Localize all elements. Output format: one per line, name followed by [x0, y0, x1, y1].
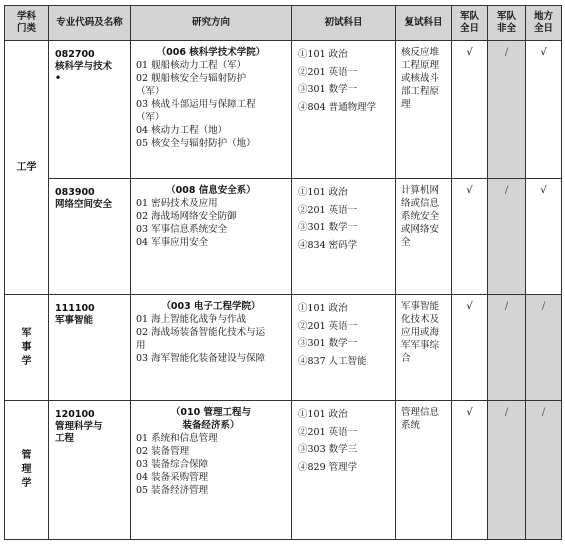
- exam-cell: [292, 41, 396, 179]
- exam-subject: ②201 英语一: [298, 426, 358, 438]
- exam-subject: ④804 普通物理学: [298, 101, 377, 113]
- admissions-table: [4, 5, 562, 540]
- retest-cell: 管理信息 系统: [396, 401, 452, 540]
- direction-cell: [131, 295, 292, 401]
- exam-subject: ①101 政治: [298, 187, 348, 198]
- school-name: （003 电子工程学院）: [161, 301, 261, 312]
- header-mil-full: 军队 全日: [452, 6, 488, 41]
- direction-item: 01 舰船核动力工程（军）: [136, 60, 247, 71]
- major-cell: [49, 179, 131, 295]
- exam-subject: ①101 政治: [298, 303, 348, 314]
- direction-item: 04 核动力工程（地）: [136, 125, 228, 136]
- category-cell: 军 事 学: [5, 295, 49, 401]
- major-cell: [49, 295, 131, 401]
- exam-subject: ③301 数学一: [298, 338, 358, 349]
- header-first-exam: 初试科目: [292, 6, 396, 41]
- header-local-full: 地方 全日: [526, 6, 562, 41]
- exam-subject: ③303 数学三: [298, 444, 358, 455]
- header-retest: 复试科目: [396, 6, 452, 41]
- direction-item: 04 军事应用安全: [136, 237, 209, 248]
- header-row: [5, 6, 562, 41]
- exam-subject: ①101 政治: [298, 49, 348, 60]
- table-row: [5, 401, 562, 540]
- table-row: [5, 41, 562, 179]
- exam-cell: [292, 401, 396, 540]
- major-cell: [49, 401, 131, 540]
- direction-cell: [131, 401, 292, 540]
- direction-item: 02 海战场网络安全防御: [136, 211, 237, 222]
- mil-non-mark: /: [488, 295, 526, 401]
- exam-subject: ③301 数学一: [298, 222, 358, 233]
- direction-item: 03 核战斗部运用与保障工程 （军）: [136, 99, 256, 123]
- table-row: [5, 179, 562, 295]
- direction-item: 05 核安全与辐射防护（地）: [136, 138, 256, 149]
- retest-cell: 军事智能 化技术及 应用或海 军军事综 合: [396, 295, 452, 401]
- exam-cell: [292, 179, 396, 295]
- mil-non-mark: /: [488, 41, 526, 179]
- major-cell: [49, 41, 131, 179]
- table-row: [5, 295, 562, 401]
- direction-item: 02 装备管理: [136, 446, 190, 457]
- exam-subject: ④829 管理学: [298, 461, 358, 473]
- header-mil-non: 军队 非全: [488, 6, 526, 41]
- exam-cell: [292, 295, 396, 401]
- direction-item: 04 装备采购管理: [136, 472, 209, 483]
- school-name: （008 信息安全系）: [166, 185, 256, 196]
- mil-non-mark: /: [488, 179, 526, 295]
- direction-item: 01 密码技术及应用: [136, 198, 218, 209]
- direction-item: 03 装备综合保障: [136, 459, 209, 470]
- header-discipline: 学科 门类: [5, 6, 49, 41]
- direction-item: 05 装备经济管理: [136, 485, 209, 496]
- major-code: 120100: [55, 409, 95, 420]
- direction-item: 03 军事信息系统安全: [136, 224, 228, 235]
- exam-subject: ③301 数学一: [298, 84, 358, 95]
- school-name: （006 核科学技术学院）: [156, 47, 266, 58]
- exam-subject: ④834 密码学: [298, 239, 358, 251]
- direction-cell: [131, 179, 292, 295]
- school-name: （010 管理工程与 装备经济系）: [170, 407, 252, 431]
- local-full-mark: /: [526, 401, 562, 540]
- header-major: 专业代码及名称: [49, 6, 131, 41]
- header-direction: 研究方向: [131, 6, 292, 41]
- local-full-mark: /: [526, 295, 562, 401]
- mil-full-mark: √: [452, 179, 488, 295]
- direction-cell: [131, 41, 292, 179]
- direction-item: 02 舰船核安全与辐射防护 （军）: [136, 73, 247, 97]
- exam-subject: ②201 英语一: [298, 66, 358, 78]
- major-code: 083900: [55, 187, 95, 198]
- exam-subject: ④837 人工智能: [298, 355, 367, 367]
- local-full-mark: √: [526, 179, 562, 295]
- major-code: 111100: [55, 303, 95, 314]
- category-cell: 管 理 学: [5, 401, 49, 540]
- retest-cell: 计算机网 络或信息 系统安全 或网络安 全: [396, 179, 452, 295]
- category-cell: 工学: [5, 41, 49, 295]
- retest-cell: 核反应堆 工程原理 或核战斗 部工程原 理: [396, 41, 452, 179]
- mil-non-mark: /: [488, 401, 526, 540]
- direction-item: 01 系统和信息管理: [136, 433, 218, 444]
- major-name: 网络空间安全: [55, 199, 113, 210]
- exam-subject: ①101 政治: [298, 409, 348, 420]
- local-full-mark: √: [526, 41, 562, 179]
- mil-full-mark: √: [452, 41, 488, 179]
- direction-item: 03 海军智能化装备建设与保障: [136, 353, 266, 364]
- direction-item: 02 海战场装备智能化技术与运 用: [136, 327, 266, 351]
- major-name: 管理科学与 工程: [55, 421, 103, 444]
- exam-subject: ②201 英语一: [298, 320, 358, 332]
- mil-full-mark: √: [452, 401, 488, 540]
- mil-full-mark: √: [452, 295, 488, 401]
- exam-subject: ②201 英语一: [298, 204, 358, 216]
- direction-item: 01 海上智能化战争与作战: [136, 314, 247, 325]
- major-name: 军事智能: [55, 315, 94, 326]
- major-code: 082700: [55, 49, 95, 60]
- major-name: 核科学与技术 •: [55, 61, 113, 84]
